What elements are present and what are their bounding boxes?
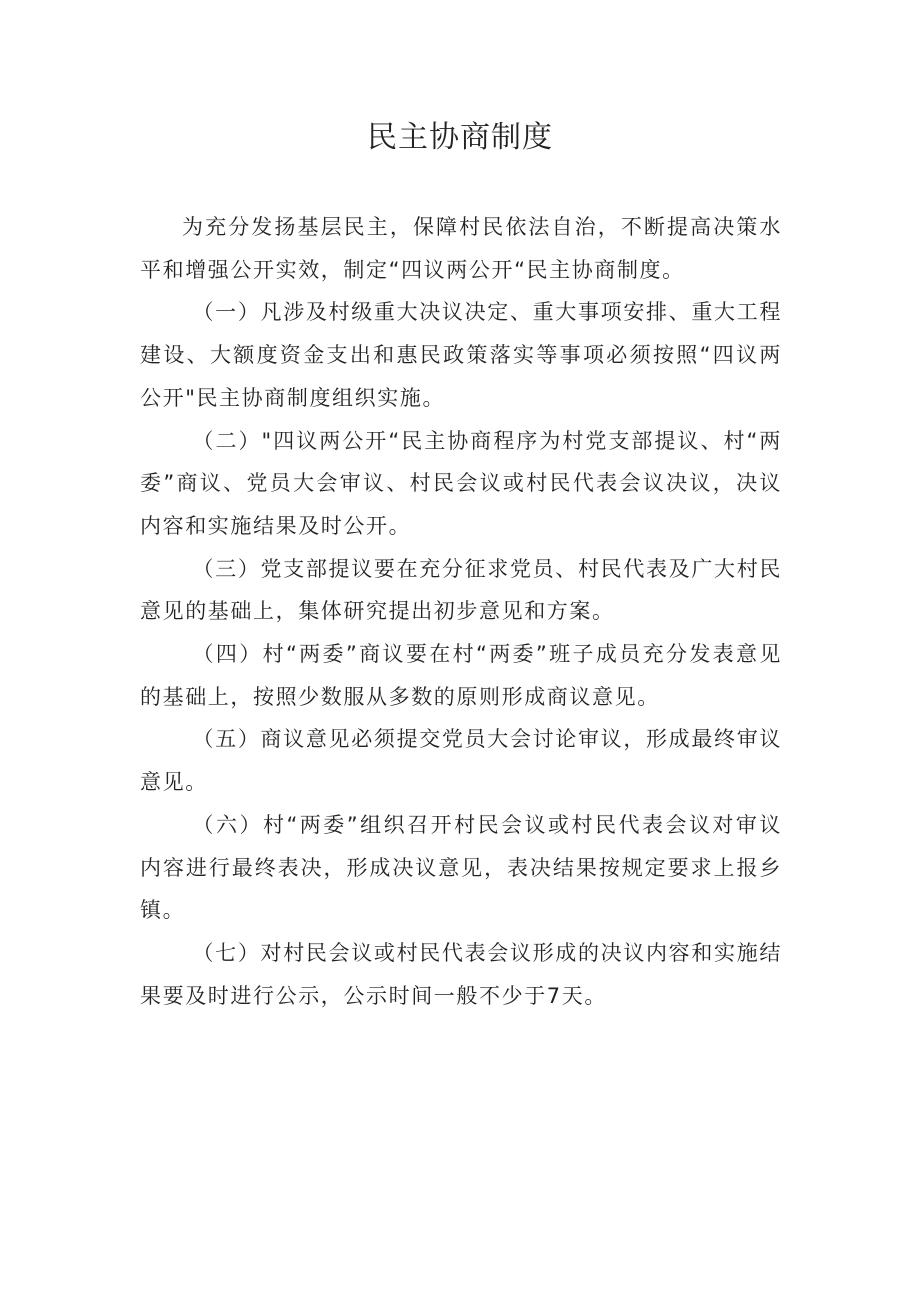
clause-paragraph-3: （三）党支部提议要在充分征求党员、村民代表及广大村民意见的基础上，集体研究提出初步意见和方案。 — [140, 556, 782, 624]
clause-paragraph-6: （六）村“两委”组织召开村民会议或村民代表会议对审议内容进行最终表决，形成决议意见，表决结果按规定要求上报乡镇。 — [140, 812, 782, 923]
document-title: 民主协商制度 — [367, 120, 553, 155]
clause-paragraph-5: （五）商议意见必须提交党员大会讨论审议，形成最终审议意见。 — [140, 727, 782, 795]
clause-paragraph-7: （七）对村民会议或村民代表会议形成的决议内容和实施结果要及时进行公示，公示时间一般不少于7天。 — [140, 940, 782, 1008]
document-body — [140, 206, 782, 1017]
clause-paragraph-2: （二）"四议两公开“民主协商程序为村党支部提议、村“两委”商议、党员大会审议、村民会议或村民代表会议决议，决议内容和实施结果及时公开。 — [140, 428, 782, 538]
intro-paragraph: 为充分发扬基层民主，保障村民依法自治，不断提高决策水平和增强公开实效，制定“四议两公开“民主协商制度。 — [140, 215, 782, 282]
clause-paragraph-1: （一）凡涉及村级重大决议决定、重大事项安排、重大工程建设、大额度资金支出和惠民政策落实等事项必须按照“四议两公开"民主协商制度组织实施。 — [140, 300, 782, 410]
clause-paragraph-4: （四）村“两委”商议要在村“两委”班子成员充分发表意见的基础上，按照少数服从多数的原则形成商议意见。 — [140, 642, 782, 709]
